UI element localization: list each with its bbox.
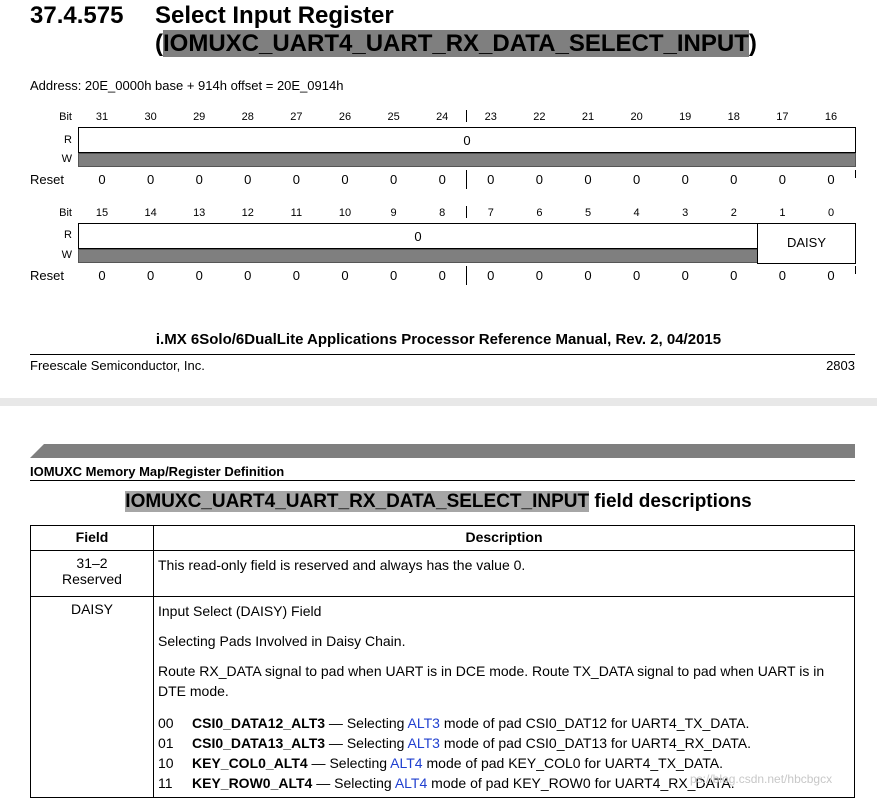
field-descriptions-title: IOMUXC_UART4_UART_RX_DATA_SELECT_INPUT field descriptions — [125, 491, 752, 512]
reset-value: 0 — [681, 268, 689, 283]
reset-value: 0 — [146, 172, 155, 187]
register-diagram-lower — [30, 206, 856, 290]
reset-value: 0 — [292, 268, 300, 283]
section-header-bar — [30, 444, 855, 458]
manual-title: i.MX 6Solo/6DualLite Applications Processor Reference Manual, Rev. 2, 04/2015 — [155, 331, 722, 348]
reset-value: 0 — [146, 268, 155, 283]
table-header-row — [31, 526, 855, 551]
bit-number: 18 — [727, 111, 740, 123]
daisy-option: 01 CSI0_DATA13_ALT3 — Selecting ALT3 mode of pad CSI0_DAT13 for UART4_RX_DATA. — [158, 735, 751, 751]
bit-number: 22 — [533, 111, 546, 123]
register-title — [30, 2, 757, 58]
bit-label: Bit — [59, 111, 72, 123]
bit-number: 10 — [338, 207, 352, 219]
alt-mode-link[interactable]: ALT3 — [407, 735, 440, 751]
bit-number: 13 — [193, 207, 206, 219]
alt-mode-link[interactable]: ALT4 — [390, 755, 423, 771]
reset-value: 0 — [584, 268, 592, 283]
bit-number: 23 — [484, 111, 497, 123]
field-descriptions-table — [30, 525, 855, 798]
reset-value: 0 — [827, 172, 835, 187]
fd-title-highlight: IOMUXC_UART4_UART_RX_DATA_SELECT_INPUT — [125, 491, 590, 512]
section-number: 37.4.575 — [30, 2, 124, 29]
title-line-2: (IOMUXC_UART4_UART_RX_DATA_SELECT_INPUT) — [155, 30, 757, 57]
reset-value: 0 — [98, 172, 106, 187]
daisy-option: 00 CSI0_DATA12_ALT3 — Selecting ALT3 mode of pad CSI0_DAT12 for UART4_TX_DATA. — [158, 715, 750, 731]
reset-value: 0 — [195, 172, 203, 187]
reset-value: 0 — [341, 268, 349, 283]
reset-value: 0 — [389, 172, 398, 187]
reset-value: 0 — [535, 268, 543, 283]
bit-number: 12 — [241, 207, 254, 219]
reset-label: Reset — [30, 268, 64, 283]
daisy-option: 10 KEY_COL0_ALT4 — Selecting ALT4 mode of pad KEY_COL0 for UART4_TX_DATA. — [158, 755, 723, 771]
reset-value: 0 — [778, 172, 786, 187]
bit-number: 31 — [95, 111, 109, 123]
col-description-header: Description — [154, 526, 855, 551]
read-field-upper: 0 — [78, 127, 856, 153]
alt-mode-link[interactable]: ALT3 — [407, 715, 440, 731]
bit-number: 9 — [390, 207, 397, 219]
reset-value: 0 — [730, 268, 738, 283]
reset-value: 0 — [244, 172, 252, 187]
title-register-name-highlight: IOMUXC_UART4_UART_RX_DATA_SELECT_INPU — [163, 30, 735, 57]
reset-value: 0 — [438, 172, 446, 187]
reset-value: 0 — [195, 268, 203, 283]
bit-number: 2 — [730, 207, 737, 219]
bit-number: 0 — [827, 207, 835, 219]
field-cell: 31–2 Reserved — [31, 551, 154, 597]
description-cell: This read-only field is reserved and always has the value 0. — [154, 551, 855, 597]
daisy-field: DAISY — [757, 223, 856, 264]
reset-value: 0 — [389, 268, 398, 283]
bit-number: 1 — [779, 207, 786, 219]
table-row — [31, 597, 855, 798]
bit-number: 21 — [581, 111, 595, 123]
reset-value: 0 — [487, 172, 495, 187]
reset-label: Reset — [30, 172, 64, 187]
register-diagram-upper — [30, 110, 856, 192]
footer-divider — [30, 354, 855, 355]
reset-value: 0 — [632, 172, 641, 187]
bit-number: 30 — [144, 111, 157, 123]
col-field-header: Field — [31, 526, 154, 551]
bit-number: 3 — [682, 207, 689, 219]
bit-number: 11 — [290, 207, 303, 219]
bit-number: 5 — [584, 207, 592, 219]
reset-value: 0 — [292, 172, 300, 187]
bit-number: 14 — [144, 207, 157, 219]
bit-number: 17 — [776, 111, 789, 123]
watermark: ps://blog.csdn.net/hbcbgcx — [690, 772, 833, 786]
title-line-1 — [30, 2, 757, 30]
bit-number: 27 — [290, 111, 303, 123]
page-number: 2803 — [826, 358, 855, 373]
bit-number: 15 — [95, 207, 109, 219]
section-name: IOMUXC Memory Map/Register Definition — [30, 464, 285, 479]
bit-number: 28 — [241, 111, 254, 123]
bit-number: 25 — [387, 111, 400, 123]
reset-value: 0 — [535, 172, 543, 187]
section-divider — [30, 480, 855, 481]
bit-number: 8 — [439, 207, 446, 219]
bit-number: 26 — [338, 111, 352, 123]
w-label: W — [61, 249, 72, 261]
bit-number: 6 — [536, 207, 543, 219]
w-label: W — [61, 153, 72, 165]
reset-value: 0 — [632, 268, 641, 283]
bit-number: 20 — [630, 111, 643, 123]
reset-value: 0 — [341, 172, 349, 187]
r-label: R — [64, 229, 72, 241]
alt-mode-link[interactable]: ALT4 — [394, 775, 428, 791]
reset-value: 0 — [98, 268, 106, 283]
bit-label: Bit — [59, 207, 72, 219]
reset-value: 0 — [438, 268, 446, 283]
company-name: Freescale Semiconductor, Inc. — [30, 358, 205, 373]
page-break — [0, 398, 877, 406]
description-cell: Input Select (DAISY) Field Selecting Pads Involved in Daisy Chain. Route RX_DATA signal to pad when UART is in DCE mode. Route TX_DATA signal to pad when UART is in DTE mode. 00 CSI0_DATA12_ALT3 — Selecting ALT3 mode of pad CSI0_DAT12 for UART4_TX_DATA. 01 CSI0_DATA13_ALT3 — Selecting ALT3 mode of pad CSI0_DAT13 for UART4_RX_DATA. 10 KEY_COL0_ALT4 — Selecting ALT4 mode of pad KEY_COL0 for UART4_TX_DATA. 11 KEY_ROW0_ALT4 — Selecting ALT4 mode of pad KEY_ROW0 for UART4_RX_DATA. — [154, 597, 855, 798]
reset-value: 0 — [244, 268, 252, 283]
bit-number: 4 — [633, 207, 640, 219]
bit-number: 29 — [193, 111, 206, 123]
r-label: R — [64, 134, 72, 146]
reset-value: 0 — [681, 172, 689, 187]
write-bar-upper — [78, 153, 856, 167]
bit-number: 24 — [436, 111, 449, 123]
register-address: Address: 20E_0000h base + 914h offset = 20E_0914h — [30, 78, 344, 93]
field-cell: DAISY — [31, 597, 154, 798]
reset-value: 0 — [584, 172, 592, 187]
reset-value: 0 — [487, 268, 495, 283]
table-row — [31, 551, 855, 597]
bit-number: 16 — [824, 111, 838, 123]
reset-value: 0 — [778, 268, 786, 283]
daisy-option: 11 KEY_ROW0_ALT4 — Selecting ALT4 mode of pad KEY_ROW0 for UART4_RX_DATA. — [158, 775, 735, 791]
title-text: Select Input Register — [155, 2, 394, 29]
bit-number: 7 — [487, 207, 494, 219]
reset-value: 0 — [730, 172, 738, 187]
bit-number: 19 — [679, 111, 692, 123]
read-field-lower: 0 — [78, 223, 758, 249]
reset-value: 0 — [827, 268, 835, 283]
write-bar-lower — [78, 249, 758, 263]
